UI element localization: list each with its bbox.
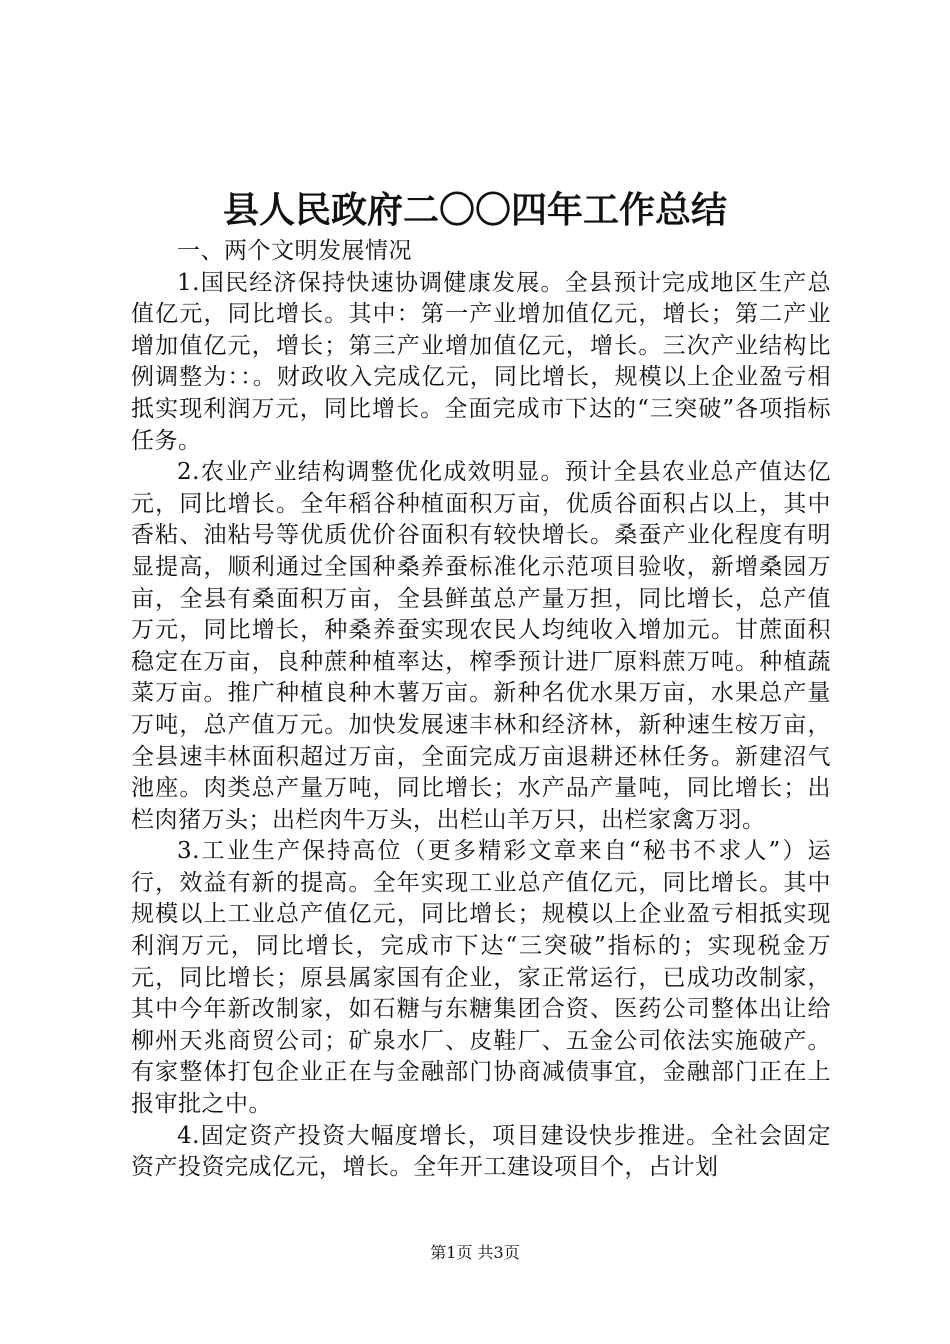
- paragraph-investment: 4.固定资产投资大幅度增长，项目建设快步推进。全社会固定资产投资完成亿元，增长。全年开工建设项目个，占计划: [131, 1122, 831, 1181]
- paragraph-industry: 3.工业生产保持高位（更多精彩文章来自“秘书不求人”）运行，效益有新的提高。全年实现工业总产值亿元，同比增长。其中规模以上工业总产值亿元，同比增长；规模以上企业盈亏相抵实现利润万元，同比增长，完成市下达“三突破”指标的；实现税金万元，同比增长；原县属家国有企业，家正常运行，已成功改制家，其中今年新改制家，如石糖与东糖集团合资、医药公司整体出让给柳州天兆商贸公司；矿泉水厂、皮鞋厂、五金公司依法实施破产。有家整体打包企业正在与金融部门协商减债事宜，金融部门正在上报审批之中。: [131, 838, 831, 1118]
- paragraph-economy: 1.国民经济保持快速协调健康发展。全县预计完成地区生产总值亿元，同比增长。其中：第一产业增加值亿元，增长；第二产业增加值亿元，增长；第三产业增加值亿元，增长。三次产业结构比例调整为：：。财政收入完成亿元，同比增长，规模以上企业盈亏相抵实现利润万元，同比增长。全面完成市下达的“三突破”各项指标任务。: [131, 269, 831, 454]
- document-body: [131, 236, 831, 1184]
- section-heading: 一、两个文明发展情况: [177, 238, 412, 264]
- document-title: 县人民政府二〇〇四年工作总结: [222, 189, 727, 231]
- paragraph-agriculture: 2.农业产业结构调整优化成效明显。预计全县农业总产值达亿元，同比增长。全年稻谷种植面积万亩，优质谷面积占以上，其中香粘、油粘号等优质优价谷面积有较快增长。桑蚕产业化程度有明显提高，顺利通过全国种桑养蚕标准化示范项目验收，新增桑园万亩，全县有桑面积万亩，全县鲜茧总产量万担，同比增长，总产值万元，同比增长，种桑养蚕实现农民人均纯收入增加元。甘蔗面积稳定在万亩，良种蔗种植率达，榨季预计进厂原料蔗万吨。种植蔬菜万亩。推广种植良种木薯万亩。新种名优水果万亩，水果总产量万吨，总产值万元。加快发展速丰林和经济林，新种速生桉万亩，全县速丰林面积超过万亩，全面完成万亩退耕还林任务。新建沼气池座。肉类总产量万吨，同比增长；水产品产量吨，同比增长；出栏肉猪万头；出栏肉牛万头，出栏山羊万只，出栏家禽万羽。: [131, 459, 831, 833]
- page-footer: 第1页 共3页: [430, 1243, 520, 1262]
